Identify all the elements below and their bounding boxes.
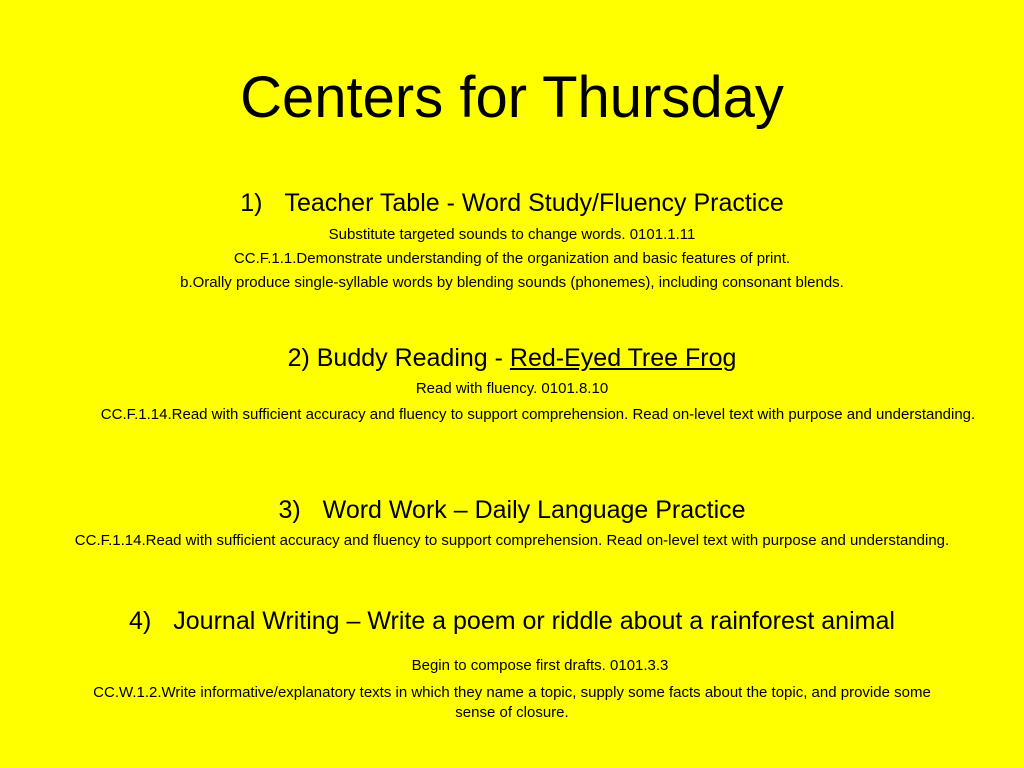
section-1-line-1: Substitute targeted sounds to change words. 0101.1.11	[328, 226, 696, 243]
section-1-line-3: b.Orally produce single-syllable words by blending sounds (phonemes), including consonant blends.	[180, 274, 844, 291]
section-2-line-2: CC.F.1.14.Read with sufficient accuracy and fluency to support comprehension. Read on-level text with purpose and understanding.	[100, 406, 976, 423]
section-3-heading	[0, 495, 1024, 525]
section-2-heading	[0, 343, 1024, 373]
section-4-number: 4)	[129, 607, 152, 635]
section-4-heading	[0, 606, 1024, 636]
section-4-line-2: CC.W.1.2.Write informative/explanatory texts in which they name a topic, supply some facts about the topic, and provide some sense of closure.	[93, 684, 931, 721]
section-2-line-1: Read with fluency. 0101.8.10	[415, 380, 609, 397]
section-4-heading-text: Journal Writing – Write a poem or riddle about a rainforest animal	[173, 607, 895, 635]
section-1-number: 1)	[240, 189, 263, 217]
section-2-heading-text: 2) Buddy Reading -	[287, 344, 510, 372]
section-1-heading-text: Teacher Table - Word Study/Fluency Practice	[284, 189, 784, 217]
section-4-line-1: Begin to compose first drafts. 0101.3.3	[411, 657, 669, 674]
section-3-line-1: CC.F.1.14.Read with sufficient accuracy and fluency to support comprehension. Read on-level text with purpose and understanding.	[74, 532, 950, 549]
section-3-number: 3)	[278, 496, 301, 524]
section-3-heading-text: Word Work – Daily Language Practice	[322, 496, 746, 524]
section-1-heading	[0, 188, 1024, 218]
section-1-line-2: CC.F.1.1.Demonstrate understanding of the organization and basic features of print.	[233, 250, 791, 267]
red-eyed-tree-frog-link[interactable]: Red-Eyed Tree Frog	[509, 344, 737, 372]
slide-title: Centers for Thursday	[240, 65, 784, 130]
